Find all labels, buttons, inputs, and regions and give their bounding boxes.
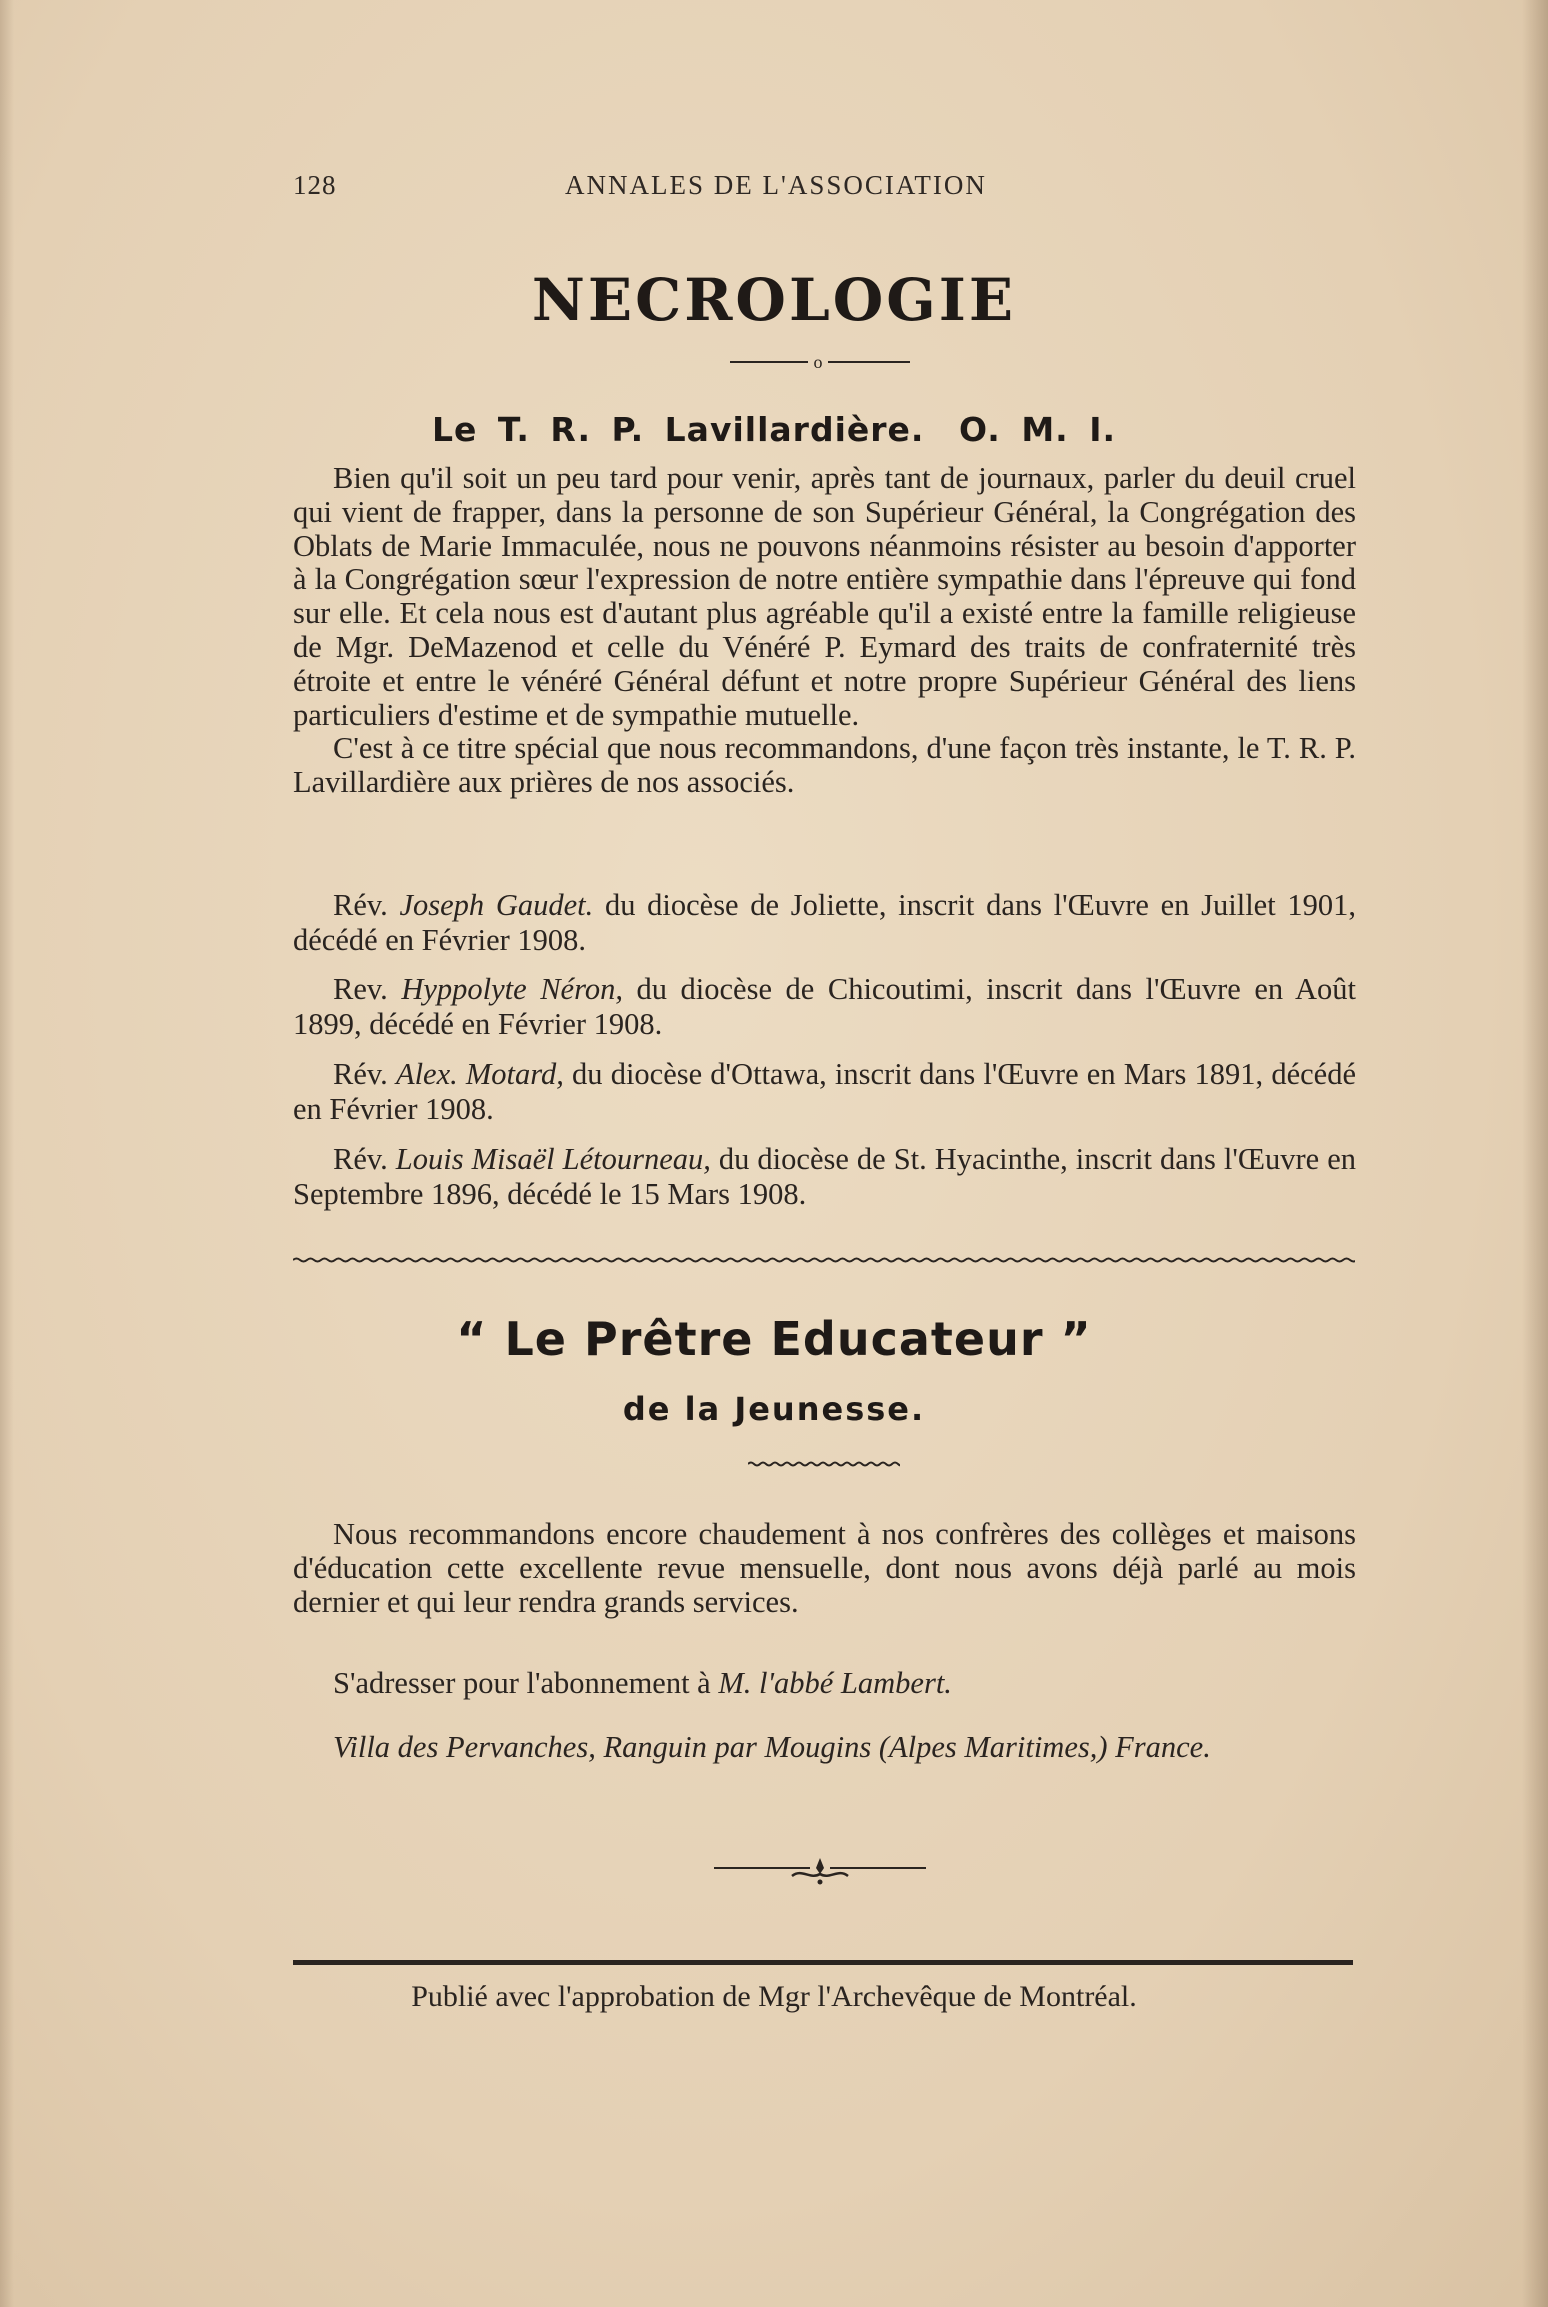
pretre-title: “ Le Prêtre Educateur ” bbox=[456, 1312, 1092, 1366]
running-title: ANNALES DE L'ASSOCIATION bbox=[565, 170, 987, 200]
necrologie-title: NECROLOGIE bbox=[531, 266, 1017, 334]
page-edge-right bbox=[1522, 0, 1548, 2307]
entry-name: Louis Misaël Létourneau, bbox=[395, 1142, 711, 1176]
address-line: Villa des Pervanches, Ranguin par Mougins (Alpes Maritimes,) France. bbox=[333, 1730, 1211, 1764]
heading-word: R. bbox=[550, 410, 591, 449]
heading-word: I. bbox=[1089, 410, 1117, 449]
entry-text: du diocèse d'Ottawa, inscrit dans l'Œuvre en Mars 1891, décédé en Février 1908. bbox=[293, 1057, 1356, 1126]
obituary-paragraph: C'est à ce titre spécial que nous recommandons, d'une façon très instante, le T. R. P. Lavillardière aux prières de nos associés. bbox=[293, 731, 1356, 800]
pretre-paragraph: Nous recommandons encore chaudement à nos confrères des collèges et maisons d'éducation cette excellente revue mensuelle, dont nous avons déjà parlé au mois dernier et qui leur rendra grands services. bbox=[293, 1517, 1356, 1619]
approval-note: Publié avec l'approbation de Mgr l'Archevêque de Montréal. bbox=[411, 1980, 1137, 2013]
small-wavy-ornament bbox=[748, 1454, 900, 1470]
entry-prefix: Rév. bbox=[333, 1142, 388, 1176]
page-number: 128 bbox=[293, 170, 337, 200]
entry-text: du diocèse de St. Hyacinthe, inscrit dans l'Œuvre en Septembre 1896, décédé le 15 Mars 1908. bbox=[293, 1142, 1357, 1211]
section-divider bbox=[730, 352, 910, 372]
obituary-heading bbox=[0, 410, 1548, 449]
entry-text: du diocèse de Chicoutimi, inscrit dans l'Œuvre en Août 1899, décédé en Février 1908. bbox=[293, 972, 1356, 1041]
entry-prefix: Rév. bbox=[333, 888, 388, 922]
entry-name: Joseph Gaudet. bbox=[399, 888, 594, 922]
death-entry bbox=[293, 1057, 1356, 1127]
entry-prefix: Rev. bbox=[333, 972, 388, 1006]
divider-mark: o bbox=[813, 352, 823, 372]
fleuron-ornament bbox=[710, 1852, 930, 1892]
death-entry bbox=[293, 1142, 1356, 1212]
pretre-body bbox=[293, 1518, 1356, 1619]
entry-name: Hyppolyte Néron, bbox=[401, 972, 623, 1006]
entry-name: Alex. Motard, bbox=[395, 1057, 564, 1091]
death-entry bbox=[293, 972, 1356, 1042]
heading-word: O. bbox=[958, 410, 1001, 449]
heading-word: Le bbox=[431, 410, 478, 449]
subscription-address bbox=[293, 1666, 1356, 1701]
heading-word: T. bbox=[497, 410, 530, 449]
heading-word: M. bbox=[1021, 410, 1069, 449]
obituary-paragraph: Bien qu'il soit un peu tard pour venir, après tant de journaux, parler du deuil cruel qui vient de frapper, dans la personne de son Supérieur Général, la Congrégation des Oblats de Marie Immaculée, nous ne pouvons néanmoins résister au besoin d'apporter à la Congrégation sœur l'expression de notre entière sympathie dans l'épreuve qui fond sur elle. Et cela nous est d'autant plus agréable qu'il a existé entre la famille religieuse de Mgr. DeMazenod et celle du Vénéré P. Eymard des traits de confraternité très étroite et entre le vénéré Général défunt et notre propre Supérieur Général des liens particuliers d'estime et de sympathie mutuelle. bbox=[293, 461, 1356, 732]
obituary-body bbox=[293, 462, 1356, 800]
entry-prefix: Rév. bbox=[333, 1057, 388, 1091]
address-intro: S'adresser pour l'abonnement à bbox=[333, 1666, 719, 1700]
heading-word: Lavillardière. bbox=[664, 410, 925, 449]
death-entry bbox=[293, 888, 1356, 958]
entry-text: du diocèse de Joliette, inscrit dans l'Œuvre en Juillet 1901, décédé en Février 1908. bbox=[293, 888, 1356, 957]
heading-word: P. bbox=[611, 410, 645, 449]
page-edge-left bbox=[0, 0, 14, 2307]
pretre-subtitle: de la Jeunesse. bbox=[622, 1390, 926, 1428]
address-name: M. l'abbé Lambert. bbox=[718, 1666, 952, 1700]
wavy-separator bbox=[293, 1250, 1355, 1270]
footer-rule bbox=[293, 1960, 1353, 1965]
